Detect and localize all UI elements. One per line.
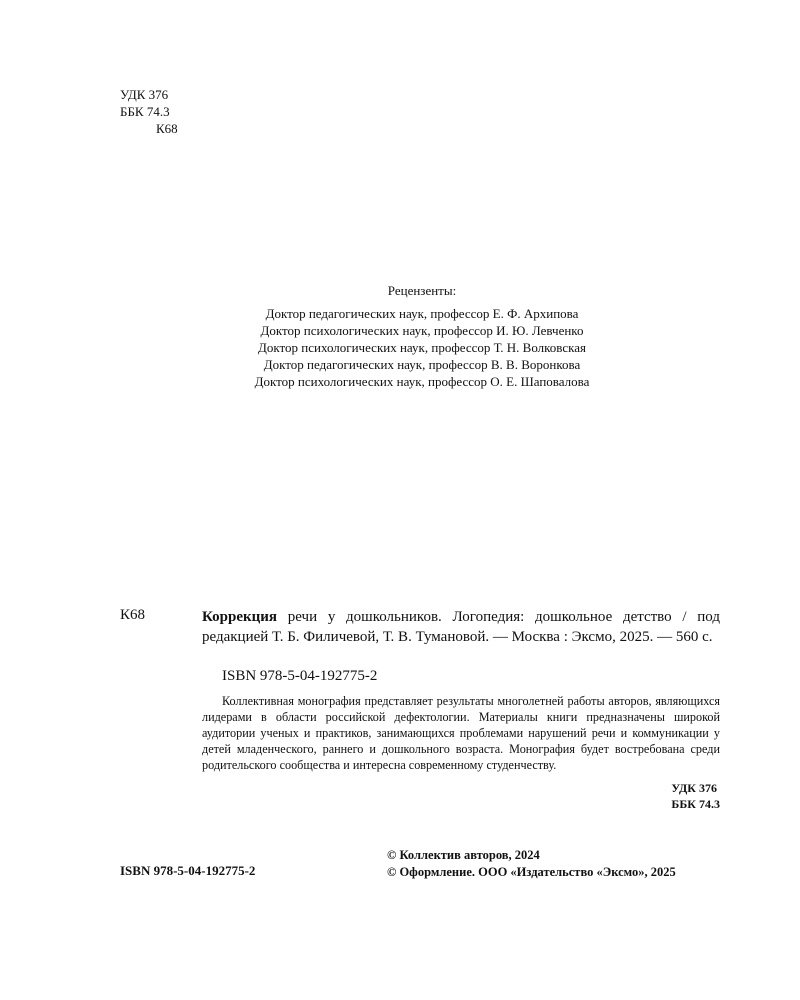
reviewers-list <box>0 305 800 390</box>
classification-codes-bottom <box>671 780 720 812</box>
copyright-design: © Оформление. ООО «Издательство «Эксмо», 2025 <box>387 865 676 879</box>
author-mark-top: К68 <box>156 121 178 136</box>
bibliographic-record <box>202 607 720 647</box>
reviewer: Доктор психологических наук, профессор И. Ю. Левченко <box>260 323 584 338</box>
reviewer: Доктор педагогических наук, профессор Е. Ф. Архипова <box>265 306 579 321</box>
bbk-code-bottom: ББК 74.3 <box>671 797 720 811</box>
copyright-authors: © Коллектив авторов, 2024 <box>387 848 540 862</box>
book-description: речи у дошкольников. Логопедия: дошкольное детство / под редакцией Т. Б. Филичевой, Т. В. Тумановой. — Москва : Эксмо, 2025. — 560 с. <box>202 609 720 645</box>
book-title: Коррекция <box>202 609 278 625</box>
isbn-bottom: ISBN 978-5-04-192775-2 <box>120 863 256 878</box>
reviewer: Доктор психологических наук, профессор О. Е. Шаповалова <box>254 374 590 389</box>
author-mark: К68 <box>120 607 146 623</box>
copyright-block <box>387 847 676 881</box>
isbn-record: ISBN 978-5-04-192775-2 <box>222 668 378 684</box>
classification-codes-top <box>120 86 178 137</box>
annotation: Коллективная монография представляет результаты многолетней работы авторов, являющихся лидерами в области российской дефектологии. Материалы книги предназначены широкой аудитории ученых и практиков, занимающихся проблемами нарушений речи и коммуникации у детей младенческого, раннего и дошкольного возраста. Монография будет востребована среди родительского сообщества и интересна современному студенчеству. <box>202 694 720 772</box>
udk-code-bottom: УДК 376 <box>671 781 717 795</box>
reviewer: Доктор педагогических наук, профессор В. В. Воронкова <box>263 357 581 372</box>
reviewers-title: Рецензенты: <box>387 283 457 298</box>
bbk-code: ББК 74.3 <box>120 104 170 119</box>
reviewer: Доктор психологических наук, профессор Т. Н. Волковская <box>257 340 586 355</box>
udk-code: УДК 376 <box>120 87 169 102</box>
